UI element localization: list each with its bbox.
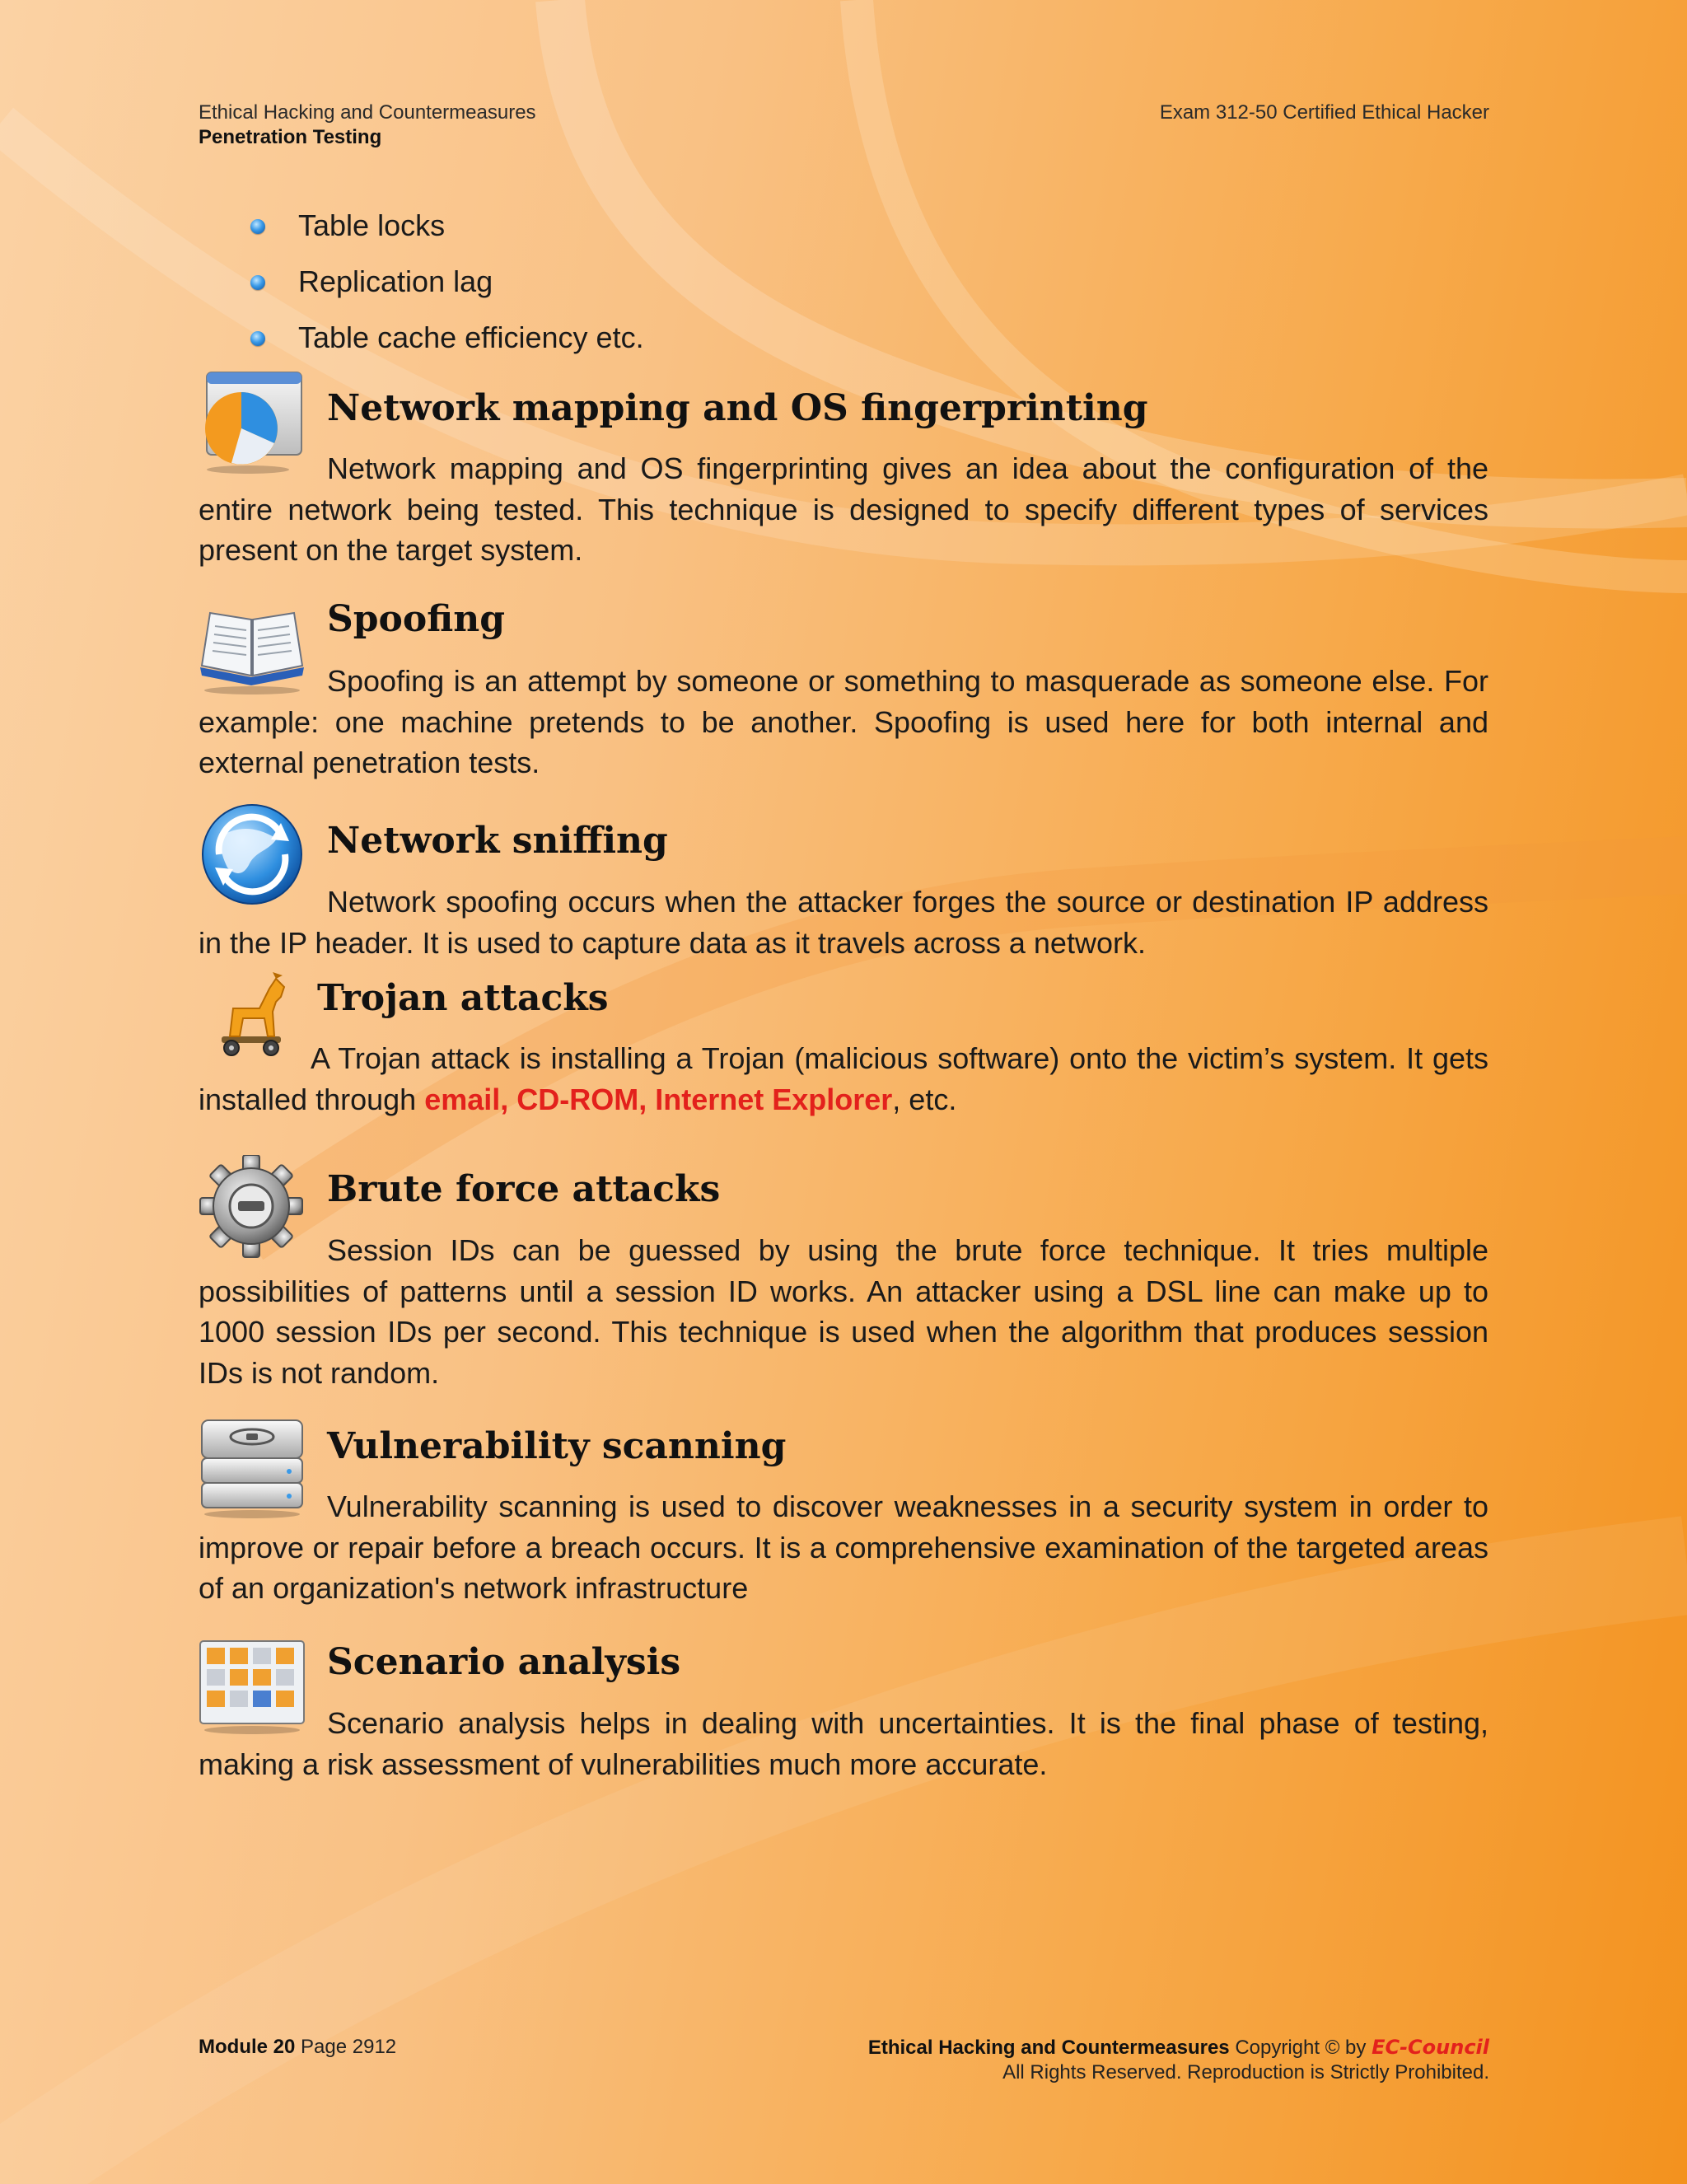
section-body-text: A Trojan attack is installing a Trojan (malicious software) onto the victim’s system. It gets installed through (199, 1041, 1488, 1116)
section-body: Vulnerability scanning is used to discover weaknesses in a security system in order to improve or repair before a breach occurs. It is a comprehensive examination of the targeted areas of an organization's network infrastructure (199, 1490, 1488, 1605)
ec-council-logo: EC-Council (1372, 2036, 1489, 2059)
module-title: Penetration Testing (199, 126, 382, 148)
section-title: Scenario analysis (327, 1641, 681, 1683)
list-item (245, 310, 644, 366)
section-title: Network sniffing (327, 820, 668, 862)
list-item (245, 254, 644, 310)
page-header-left (199, 101, 536, 150)
section-vulnerability-scanning (199, 1417, 1488, 1631)
page-footer-left (199, 2035, 396, 2060)
module-number: Module 20 (199, 2036, 296, 2058)
section-body (199, 1038, 1488, 1120)
list-item (245, 198, 644, 254)
section-body: Network spoofing occurs when the attacker forges the source or destination IP address in the IP header. It is used to capture data as it travels across a network. (199, 885, 1488, 960)
section-title: Vulnerability scanning (327, 1425, 787, 1467)
section-network-sniffing (199, 802, 1488, 966)
section-spoofing (199, 596, 1488, 786)
section-body: Spoofing is an attempt by someone or something to masquerade as someone else. For example: one machine pretends to be another. Spoofing is used here for both internal and external penetration tests. (199, 664, 1488, 779)
bullet-icon (250, 219, 265, 234)
section-scenario-analysis (199, 1639, 1488, 1804)
course-title: Ethical Hacking and Countermeasures (199, 101, 536, 124)
section-body: Scenario analysis helps in dealing with uncertainties. It is the final phase of testing, making a risk assessment of vulnerabilities much more accurate. (199, 1706, 1488, 1781)
section-body: Network mapping and OS fingerprinting gives an idea about the configuration of the entire network being tested. This technique is designed to specify different types of services present on the target system. (199, 451, 1488, 567)
section-title: Trojan attacks (317, 977, 609, 1019)
section-body: Session IDs can be guessed by using the brute force technique. It tries multiple possibilities of patterns until a session ID works. An attacker using a DSL line can make up to 1000 session IDs per second. This technique is used when the algorithm that produces session IDs is not random. (199, 1233, 1488, 1390)
copyright-text: Copyright © by (1235, 2037, 1367, 2059)
bullet-list (245, 198, 644, 366)
list-item-label: Table locks (298, 208, 446, 242)
section-title: Network mapping and OS fingerprinting (327, 387, 1148, 429)
list-item-label: Table cache efficiency etc. (298, 320, 644, 354)
bullet-icon (250, 331, 265, 346)
list-item-label: Replication lag (298, 264, 493, 298)
section-title: Brute force attacks (327, 1168, 721, 1210)
highlighted-delivery-methods: email, CD-ROM, Internet Explorer (424, 1082, 893, 1116)
exam-title: Exam 312-50 Certified Ethical Hacker (1159, 101, 1489, 124)
section-trojan-attacks (199, 972, 1488, 1137)
section-brute-force (199, 1155, 1488, 1402)
rights-notice: All Rights Reserved. Reproduction is Strictly Prohibited. (1002, 2061, 1489, 2083)
section-network-mapping (199, 369, 1488, 575)
copyright-title: Ethical Hacking and Countermeasures (867, 2037, 1230, 2059)
section-title: Spoofing (327, 598, 505, 640)
bullet-icon (250, 275, 265, 290)
page-footer-right (868, 2035, 1489, 2085)
page-number: Page 2912 (301, 2036, 397, 2058)
section-body-tail: , etc. (892, 1082, 957, 1116)
